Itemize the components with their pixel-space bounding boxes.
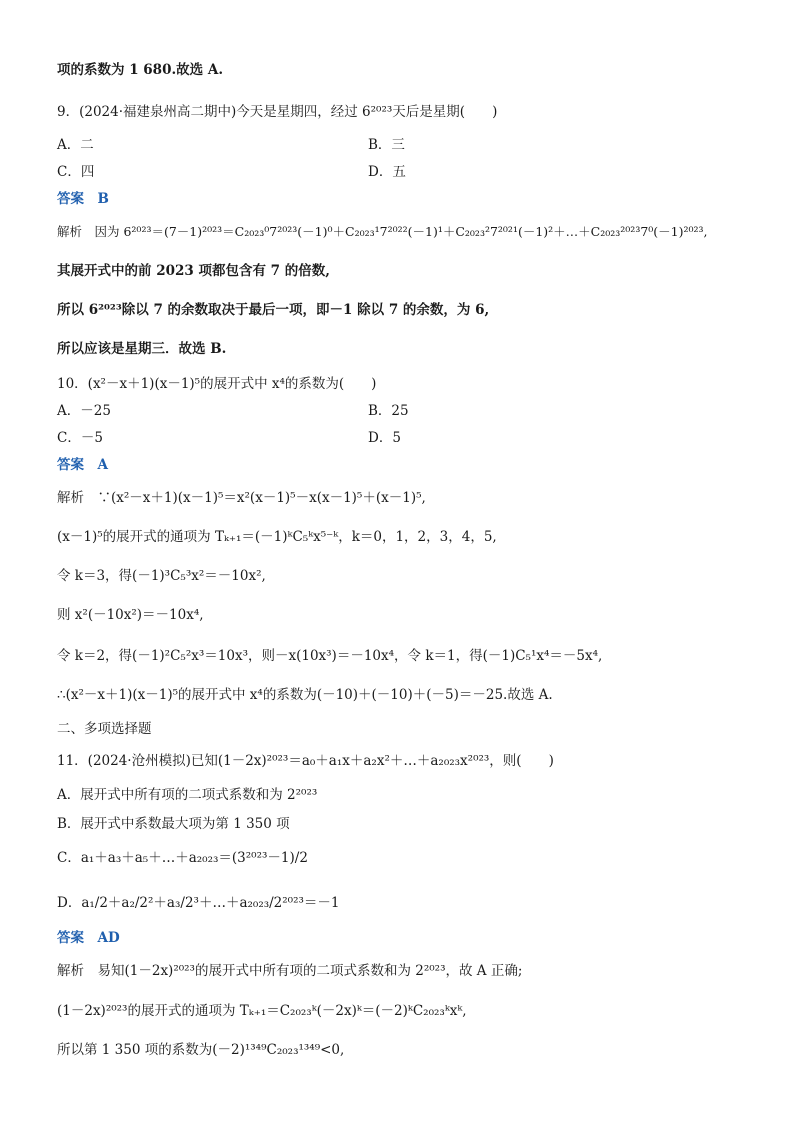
option-c: C．四 xyxy=(57,164,95,180)
text-line: 所以第 1 350 项的系数为(－2)¹³⁴⁹C₂₀₂₃¹³⁴⁹<0, xyxy=(57,1042,345,1058)
answer-label: 答案 AD xyxy=(57,930,120,946)
question-11: 11．(2024·沧州模拟)已知(1－2x)²⁰²³＝a₀＋a₁x＋a₂x²＋…＋a₂₀₂₃x²⁰²³，则( ) xyxy=(57,753,554,769)
option-d: D．5 xyxy=(368,430,401,446)
text-line: 项的系数为 1 680.故选 A. xyxy=(57,62,224,78)
option-b: B．25 xyxy=(368,403,409,419)
analysis-line: 解析 因为 6²⁰²³＝(7－1)²⁰²³＝C₂₀₂₃⁰7²⁰²³(－1)⁰＋C₂₀₂₃¹7²⁰²²(－1)¹＋C₂₀₂₃²7²⁰²¹(－1)²＋…＋C₂₀₂₃²⁰²³7⁰(－1)²⁰²³, xyxy=(57,224,708,239)
question-10: 10．(x²－x＋1)(x－1)⁵的展开式中 x⁴的系数为( ) xyxy=(57,376,377,392)
answer-label: 答案 B xyxy=(57,191,109,207)
analysis-line: 解析 易知(1－2x)²⁰²³的展开式中所有项的二项式系数和为 2²⁰²³，故 A 正确; xyxy=(57,963,523,979)
analysis-line: 解析 ∵(x²－x＋1)(x－1)⁵＝x²(x－1)⁵－x(x－1)⁵＋(x－1)⁵, xyxy=(57,490,426,506)
text-line: 其展开式中的前 2023 项都包含有 7 的倍数, xyxy=(57,263,330,279)
option-c: C．a₁＋a₃＋a₅＋…＋a₂₀₂₃＝(3²⁰²³－1)/2 xyxy=(57,850,308,866)
text-line: 所以 6²⁰²³除以 7 的余数取决于最后一项，即－1 除以 7 的余数，为 6, xyxy=(57,302,490,318)
text-line: 则 x²(－10x²)＝－10x⁴, xyxy=(57,607,204,623)
option-d: D．五 xyxy=(368,164,406,180)
option-c: C．－5 xyxy=(57,430,103,446)
option-d: D．a₁/2＋a₂/2²＋a₃/2³＋…＋a₂₀₂₃/2²⁰²³＝－1 xyxy=(57,895,340,911)
option-a: A．－25 xyxy=(57,403,111,419)
option-a: A．展开式中所有项的二项式系数和为 2²⁰²³ xyxy=(57,787,318,803)
section-heading: 二、多项选择题 xyxy=(57,721,152,737)
option-b: B．展开式中系数最大项为第 1 350 项 xyxy=(57,816,290,832)
text-line: 令 k＝3，得(－1)³C₅³x²＝－10x², xyxy=(57,568,266,584)
text-line: 令 k＝2，得(－1)²C₅²x³＝10x³，则－x(10x³)＝－10x⁴，令 k＝1，得(－1)C₅¹x⁴＝－5x⁴, xyxy=(57,648,603,664)
text-line: (1－2x)²⁰²³的展开式的通项为 Tₖ₊₁＝C₂₀₂₃ᵏ(－2x)ᵏ＝(－2)ᵏC₂₀₂₃ᵏxᵏ, xyxy=(57,1003,467,1019)
answer-label: 答案 A xyxy=(57,457,108,473)
question-9: 9．(2024·福建泉州高二期中)今天是星期四，经过 6²⁰²³天后是星期( ) xyxy=(57,104,498,120)
option-b: B．三 xyxy=(368,137,405,153)
text-line: (x－1)⁵的展开式的通项为 Tₖ₊₁＝(－1)ᵏC₅ᵏx⁵⁻ᵏ，k＝0，1，2，3，4，5, xyxy=(57,529,497,545)
option-a: A．二 xyxy=(57,137,94,153)
text-line: 所以应该是星期三．故选 B. xyxy=(57,341,227,357)
text-line: ∴(x²－x＋1)(x－1)⁵的展开式中 x⁴的系数为(－10)＋(－10)＋(－5)＝－25.故选 A. xyxy=(57,687,553,703)
